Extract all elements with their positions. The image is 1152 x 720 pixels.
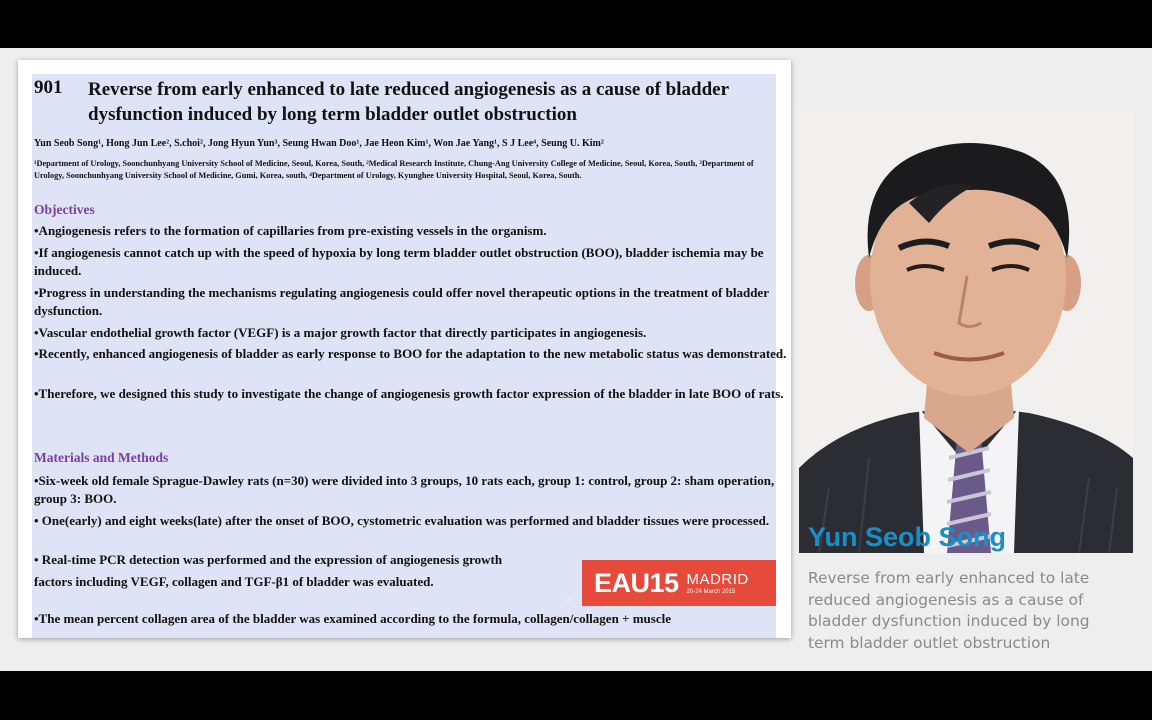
- poster-title: Reverse from early enhanced to late reduced angiogenesis as a cause of bladder dysfunction induced by long term bladder outlet obstruction: [88, 79, 729, 125]
- eau-city: MADRID: [686, 570, 749, 588]
- speaker-portrait-icon: [799, 108, 1133, 553]
- method-item: • Real-time PCR detection was performed and the expression of angiogenesis growth: [34, 552, 503, 567]
- eau-congress-badge: [582, 560, 776, 606]
- objective-item: •Therefore, we designed this study to investigate the change of angiogenesis growth factor expression of the bladder in late BOO of rats.: [34, 386, 784, 401]
- method-item: • One(early) and eight weeks(late) after the onset of BOO, cystometric evaluation was performed and bladder tissues were processed.: [34, 513, 770, 528]
- eau-dates: 20-24 March 2015: [686, 588, 736, 595]
- methods-heading: Materials and Methods: [34, 450, 169, 465]
- abstract-number: 901: [34, 77, 63, 98]
- eau-logo-text: EAU15: [594, 567, 679, 598]
- objective-item: •Vascular endothelial growth factor (VEGF) is a major growth factor that directly participates in angiogenesis.: [34, 325, 647, 340]
- objective-item: •If angiogenesis cannot catch up with the speed of hypoxia by long term bladder outlet obstruction (BOO), bladder ischemia may be induced.: [34, 245, 764, 278]
- method-item: •Six-week old female Sprague-Dawley rats (n=30) were divided into 3 groups, 10 rats each, group 1: control, group 2: sham operation, group 3: BOO.: [34, 473, 775, 506]
- method-item: •The mean percent collagen area of the bladder was examined according to the formula, collagen/collagen + muscle: [34, 611, 671, 626]
- speaker-name: Yun Seob Song: [808, 522, 1007, 552]
- talk-title: Reverse from early enhanced to late reduced angiogenesis as a cause of bladder dysfunction induced by long term bladder outlet obstruction: [808, 569, 1090, 652]
- objective-item: •Progress in understanding the mechanisms regulating angiogenesis could offer novel therapeutic options in the treatment of bladder dysfunction.: [34, 285, 769, 318]
- copyright-mark: ©: [565, 596, 573, 605]
- method-item: factors including VEGF, collagen and TGF-β1 of bladder was evaluated.: [34, 574, 434, 589]
- poster-affiliations: ¹Department of Urology, Soonchunhyang University School of Medicine, Seoul, Korea, South, ²Medical Research Institute, Chung-Ang University College of Medicine, Seoul, Korea, South, ³Department of Urology, Soonchunhyang University School of Medicine, Gumi, Korea, south, ⁴Department of Urology, Kyunghee University Hospital, Seoul, Korea, South.: [34, 159, 754, 180]
- poster-authors: Yun Seob Song¹, Hong Jun Lee², S.choi², Jong Hyun Yun³, Seung Hwan Doo¹, Jae Heon Kim¹, Won Jae Yang¹, S J Lee⁴, Seung U. Kim²: [34, 138, 604, 149]
- objective-item: •Recently, enhanced angiogenesis of bladder as early response to BOO for the adaptation to the new metabolic status was demonstrated.: [34, 346, 787, 361]
- speaker-photo: [799, 108, 1133, 553]
- objectives-heading: Objectives: [34, 202, 95, 217]
- objective-item: •Angiogenesis refers to the formation of capillaries from pre-existing vessels in the organism.: [34, 223, 547, 238]
